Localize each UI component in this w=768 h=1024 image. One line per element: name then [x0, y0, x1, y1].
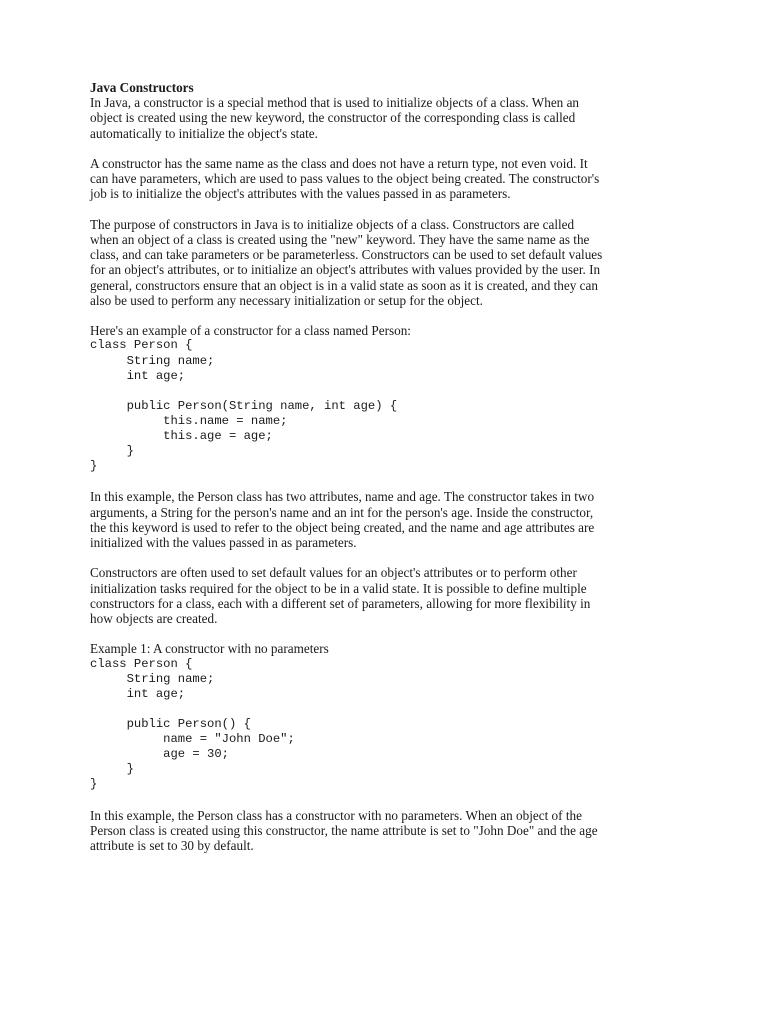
document-body [90, 95, 690, 853]
paragraph-line: can have parameters, which are used to pass values to the object being created. The constructor's [90, 171, 600, 187]
paragraph-line: Constructors are often used to set default values for an object's attributes or to perform other [90, 565, 577, 581]
code-line: this.name = name; [90, 413, 288, 428]
code-line: class Person { [90, 338, 193, 353]
paragraph-line: A constructor has the same name as the class and does not have a return type, not even void. It [90, 156, 588, 171]
paragraph-line: The purpose of constructors in Java is to initialize objects of a class. Constructors are called [90, 216, 575, 232]
paragraph [90, 95, 690, 141]
code-line: } [90, 762, 134, 777]
paragraph-line: object is created using the new keyword, the constructor of the corresponding class is called [90, 110, 576, 126]
code-line: name = "John Doe"; [90, 732, 295, 747]
code-line: String name; [90, 353, 215, 368]
code-line: String name; [90, 671, 215, 686]
paragraph-line: also be used to perform any necessary initialization or setup for the object. [90, 292, 483, 308]
paragraph-line: general, constructors ensure that an object is in a valid state as soon as it is created, and they can [90, 277, 598, 293]
code-block [90, 657, 690, 793]
code-intro [90, 323, 690, 338]
paragraph-line: how objects are created. [90, 611, 218, 627]
code-line: class Person { [90, 656, 193, 671]
code-block [90, 338, 690, 474]
paragraph-gap [90, 626, 690, 641]
paragraph [90, 217, 690, 308]
paragraph-line: job is to initialize the object's attributes with the values passed in as parameters. [90, 186, 511, 202]
paragraph-line: class, and can take parameters or be parameterless. Constructors can be used to set default values [90, 247, 603, 263]
paragraph-line: constructors for a class, each with a different set of parameters, allowing for more flexibility in [90, 595, 591, 611]
code-line: this.age = age; [90, 428, 273, 443]
code-line: } [90, 444, 134, 459]
paragraph-line: for an object's attributes, or to initialize an object's attributes with values provided by the user. In [90, 262, 601, 278]
paragraph-gap [90, 141, 690, 156]
paragraph-line: initialized with the values passed in as parameters. [90, 535, 357, 551]
paragraph-line: arguments, a String for the person's name and an int for the person's age. Inside the constructor, [90, 504, 594, 520]
code-line: int age; [90, 686, 186, 701]
paragraph-line: when an object of a class is created using the "new" keyword. They have the same name as the [90, 232, 590, 247]
code-line: public Person(String name, int age) { [90, 398, 398, 413]
paragraph-line: Example 1: A constructor with no parameters [90, 641, 329, 657]
document-page [90, 80, 690, 853]
paragraph-line: automatically to initialize the object's state. [90, 125, 318, 141]
paragraph [90, 808, 690, 854]
code-line: int age; [90, 368, 186, 383]
paragraph-line: initialization tasks required for the object to be in a valid state. It is possible to define multiple [90, 580, 587, 596]
paragraph-line: In this example, the Person class has two attributes, name and age. The constructor takes in two [90, 489, 595, 505]
paragraph [90, 489, 690, 550]
paragraph-line: In Java, a constructor is a special method that is used to initialize objects of a class. When an [90, 95, 580, 111]
paragraph-line: the this keyword is used to refer to the object being created, and the name and age attributes are [90, 519, 595, 535]
document-title: Java Constructors [90, 80, 194, 95]
paragraph-gap [90, 202, 690, 217]
paragraph-line: Person class is created using this constructor, the name attribute is set to "John Doe" and the age [90, 822, 598, 838]
code-line: age = 30; [90, 747, 229, 762]
paragraph-gap [90, 308, 690, 323]
code-line [90, 384, 690, 399]
paragraph-line: Here's an example of a constructor for a class named Person: [90, 323, 411, 339]
paragraph-gap [90, 550, 690, 565]
paragraph [90, 565, 690, 626]
paragraph [90, 156, 690, 202]
paragraph-line: attribute is set to 30 by default. [90, 838, 254, 854]
code-line: } [90, 777, 98, 792]
code-line [90, 702, 690, 717]
code-intro [90, 641, 690, 656]
code-line: } [90, 459, 98, 474]
paragraph-gap [90, 474, 690, 489]
paragraph-gap [90, 792, 690, 807]
code-line: public Person() { [90, 717, 251, 732]
paragraph-line: In this example, the Person class has a constructor with no parameters. When an object of the [90, 807, 582, 823]
